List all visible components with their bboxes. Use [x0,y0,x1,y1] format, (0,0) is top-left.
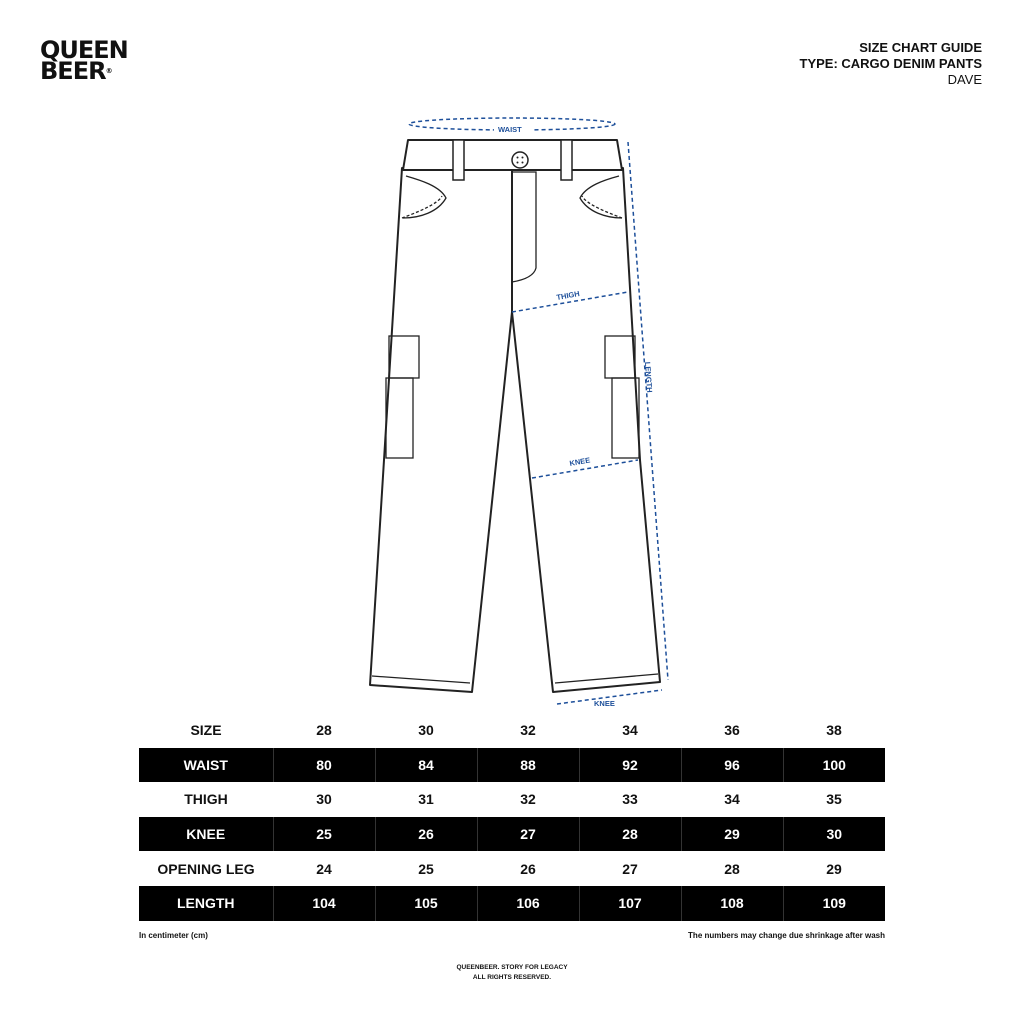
waist-label: WAIST [498,125,522,134]
footer-rights: ALL RIGHTS RESERVED. [472,974,552,981]
row-label: LENGTH [139,886,273,921]
table-cell: 34 [724,791,740,808]
table-cell: 33 [622,791,638,808]
table-cell: 30 [783,817,885,852]
table-cell: 38 [826,722,842,739]
table-cell: 32 [520,791,536,808]
product-type: TYPE: CARGO DENIM PANTS [799,56,982,71]
table-cell: 106 [477,886,579,921]
registered-mark: ® [105,67,113,75]
table-cell: 35 [826,791,842,808]
table-cell: 30 [418,722,434,739]
table-row [139,817,885,852]
table-cell: 107 [579,886,681,921]
product-model: DAVE [947,72,982,87]
table-cell: 25 [418,860,434,877]
table-cell: 109 [783,886,885,921]
row-label: WAIST [139,748,273,783]
table-cell: 26 [520,860,536,877]
unit-note: In centimeter (cm) [139,931,208,940]
row-label: OPENING LEG [157,860,255,877]
table-cell: 84 [375,748,477,783]
table-row [139,713,885,748]
chart-title: SIZE CHART GUIDE [859,40,982,55]
size-table [139,713,885,921]
footer [0,963,1024,983]
pants-diagram [350,110,670,710]
table-cell: 28 [316,722,332,739]
table-cell: 27 [477,817,579,852]
table-cell: 31 [418,791,434,808]
knee-label: KNEE [568,455,591,468]
table-cell: 27 [622,860,638,877]
brand-logo-line2: BEER [40,57,106,85]
table-cell: 24 [316,860,332,877]
opening-label: KNEE [594,699,615,708]
table-cell: 100 [783,748,885,783]
table-cell: 28 [724,860,740,877]
table-cell: 29 [681,817,783,852]
table-cell: 80 [273,748,375,783]
table-cell: 34 [622,722,638,739]
brand-logo [40,36,128,85]
table-cell: 96 [681,748,783,783]
table-cell: 28 [579,817,681,852]
table-cell: 29 [826,860,842,877]
table-row [139,782,885,817]
shrinkage-note: The numbers may change due shrinkage after wash [688,931,885,940]
row-label: THIGH [184,791,228,808]
brand-logo-line1: QUEEN [40,36,128,64]
table-row [139,886,885,921]
table-cell: 36 [724,722,740,739]
table-cell: 26 [375,817,477,852]
thigh-label: THIGH [555,289,581,302]
table-cell: 104 [273,886,375,921]
table-cell: 105 [375,886,477,921]
table-row [139,748,885,783]
table-cell: 108 [681,886,783,921]
table-cell: 32 [520,722,536,739]
footer-tagline: QUEENBEER. STORY FOR LEGACY [456,964,568,971]
row-label: SIZE [190,722,222,739]
table-cell: 92 [579,748,681,783]
table-cell: 88 [477,748,579,783]
table-cell: 30 [316,791,332,808]
chart-header [800,40,983,88]
table-row [139,851,885,886]
table-cell: 25 [273,817,375,852]
length-label: LENGTH [643,361,655,393]
row-label: KNEE [139,817,273,852]
